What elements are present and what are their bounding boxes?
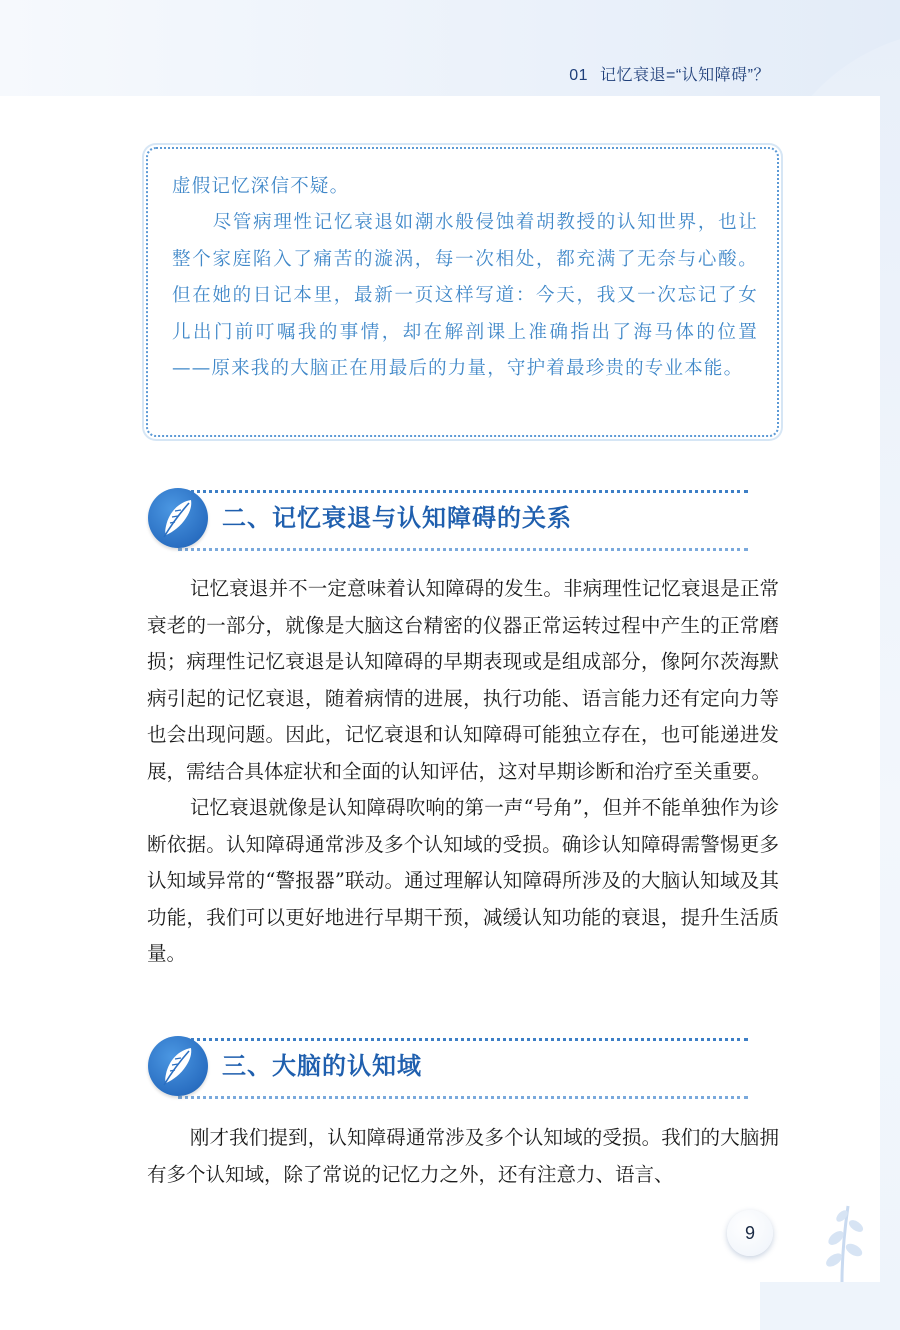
- section-heading-3: [148, 1032, 748, 1104]
- dotted-rule: [178, 490, 748, 493]
- header-band: [0, 0, 900, 100]
- section-title: 三、大脑的认知域: [222, 1052, 422, 1080]
- case-callout-box: [146, 147, 779, 437]
- dotted-rule: [178, 1038, 748, 1041]
- section-heading-2: [148, 484, 748, 556]
- leaf-sprig-icon: [812, 1198, 872, 1282]
- callout-paragraph: 虚假记忆深信不疑。: [172, 176, 350, 197]
- callout-paragraph: 尽管病理性记忆衰退如潮水般侵蚀着胡教授的认知世界，也让整个家庭陷入了痛苦的漩涡，每一次相处，都充满了无奈与心酸。但在她的日记本里，最新一页这样写道：今天，我又一次忘记了女儿出门前叮嘱我的事情，却在解剖课上准确指出了海马体的位置——原来我的大脑正在用最后的力量，守护着最珍贵的专业本能。: [172, 212, 758, 380]
- running-head: [569, 62, 770, 85]
- chapter-number: 01: [569, 67, 588, 84]
- body-paragraph: 记忆衰退并不一定意味着认知障碍的发生。非病理性记忆衰退是正常衰老的一部分，就像是大脑这台精密的仪器正常运转过程中产生的正常磨损；病理性记忆衰退是认知障碍的早期表现或是组成部分，像阿尔茨海默病引起的记忆衰退，随着病情的进展，执行功能、语言能力还有定向力等也会出现问题。因此，记忆衰退和认知障碍可能独立存在，也可能递进发展，需结合具体症状和全面的认知评估，这对早期诊断和治疗至关重要。: [147, 577, 779, 783]
- body-paragraph: 刚才我们提到，认知障碍通常涉及多个认知域的受损。我们的大脑拥有多个认知域，除了常说的记忆力之外，还有注意力、语言、: [147, 1126, 779, 1186]
- dotted-rule: [178, 548, 748, 551]
- section-3-body: [147, 1120, 779, 1193]
- callout-text: [172, 169, 758, 387]
- body-paragraph: 记忆衰退就像是认知障碍吹响的第一声“号角”，但并不能单独作为诊断依据。认知障碍通常涉及多个认知域的受损。确诊认知障碍需警惕更多认知域异常的“警报器”联动。通过理解认知障碍所涉及的大脑认知域及其功能，我们可以更好地进行早期干预，减缓认知功能的衰退，提升生活质量。: [147, 796, 779, 965]
- section-2-body: [147, 571, 779, 973]
- page-number: 9: [727, 1210, 773, 1256]
- feather-icon: [148, 488, 208, 548]
- dotted-rule: [178, 1096, 748, 1099]
- feather-icon: [148, 1036, 208, 1096]
- chapter-title: 记忆衰退=“认知障碍”？: [599, 67, 770, 84]
- section-title: 二、记忆衰退与认知障碍的关系: [222, 504, 572, 532]
